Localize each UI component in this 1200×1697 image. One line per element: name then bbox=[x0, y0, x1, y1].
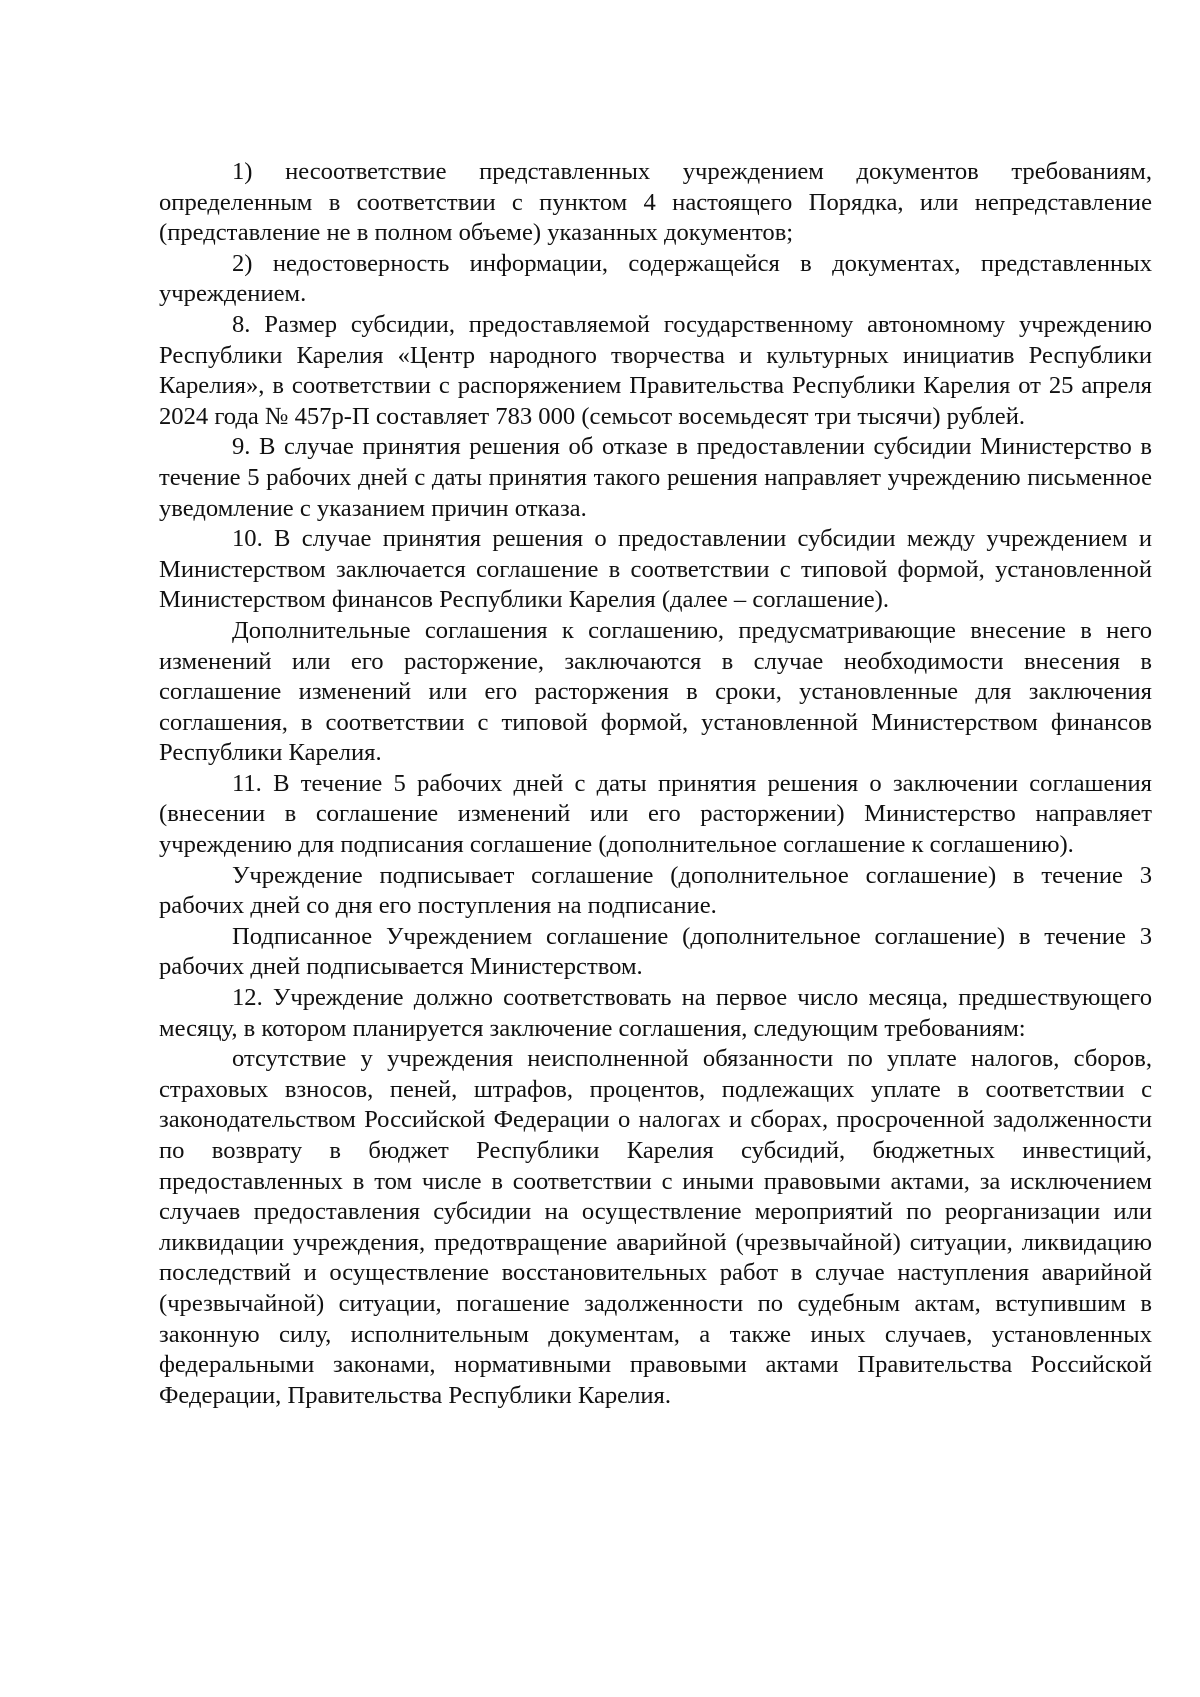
paragraph-item-11: 11. В течение 5 рабочих дней с даты принятия решения о заключении соглашения (внесении в соглашение изменений или его расторжении) Министерство направляет учреждению для подписания соглашение (дополнительное соглашение к соглашению). bbox=[159, 769, 1152, 859]
paragraph-additional-agreements: Дополнительные соглашения к соглашению, предусматривающие внесение в него изменений или его расторжение, заключаются в случае необходимости внесения в соглашение изменений или его расторжения в сроки, установленные для заключения соглашения, в соответствии с типовой формой, установленной Министерством финансов Республики Карелия. bbox=[159, 616, 1152, 767]
paragraph-requirement-no-debt: отсутствие у учреждения неисполненной обязанности по уплате налогов, сборов, страховых взносов, пеней, штрафов, процентов, подлежащих уплате в соответствии с законодательством Российской Федерации о налогах и сборах, просроченной задолженности по возврату в бюджет Республики Карелия субсидий, бюджетных инвестиций, предоставленных в том числе в соответствии с иными правовыми актами, за исключением случаев предоставления субсидии на осуществление мероприятий по реорганизации или ликвидации учреждения, предотвращение аварийной (чрезвычайной) ситуации, ликвидацию последствий и осуществление восстановительных работ в случае наступления аварийной (чрезвычайной) ситуации, погашение задолженности по судебным актам, вступившим в законную силу, исполнительным документам, а также иных случаев, установленных федеральными законами, нормативными правовыми актами Правительства Российской Федерации, Правительства Республики Карелия. bbox=[159, 1045, 1152, 1409]
paragraph-item-12: 12. Учреждение должно соответствовать на первое число месяца, предшествующего месяцу, в котором планируется заключение соглашения, следующим требованиям: bbox=[159, 984, 1152, 1042]
paragraph-item-9: 9. В случае принятия решения об отказе в предоставлении субсидии Министерство в течение 5 рабочих дней с даты принятия такого решения направляет учреждению письменное уведомление с указанием причин отказа. bbox=[159, 433, 1152, 522]
paragraph-ministry-signs: Подписанное Учреждением соглашение (дополнительное соглашение) в течение 3 рабочих дней подписывается Министерством. bbox=[159, 922, 1152, 981]
paragraph-clause-2: 2) недостоверность информации, содержащейся в документах, представленных учреждением. bbox=[159, 249, 1152, 308]
paragraph-item-8: 8. Размер субсидии, предоставляемой государственному автономному учреждению Республики Карелия «Центр народного творчества и культурных инициатив Республики Карелия», в соответствии с распоряжением Правительства Республики Карелия от 25 апреля 2024 года № 457р-П составляет 783 000 (семьсот восемьдесят три тысячи) рублей. bbox=[159, 310, 1152, 430]
paragraph-item-10: 10. В случае принятия решения о предоставлении субсидии между учреждением и Министерством заключается соглашение в соответствии с типовой формой, установленной Министерством финансов Республики Карелия (далее – соглашение). bbox=[159, 525, 1152, 614]
document-page bbox=[159, 157, 1152, 1411]
paragraph-clause-1: 1) несоответствие представленных учреждением документов требованиям, определенным в соответствии с пунктом 4 настоящего Порядка, или непредставление (представление не в полном объеме) указанных документов; bbox=[159, 158, 1152, 247]
paragraph-institution-signs: Учреждение подписывает соглашение (дополнительное соглашение) в течение 3 рабочих дней со дня его поступления на подписание. bbox=[159, 861, 1152, 920]
